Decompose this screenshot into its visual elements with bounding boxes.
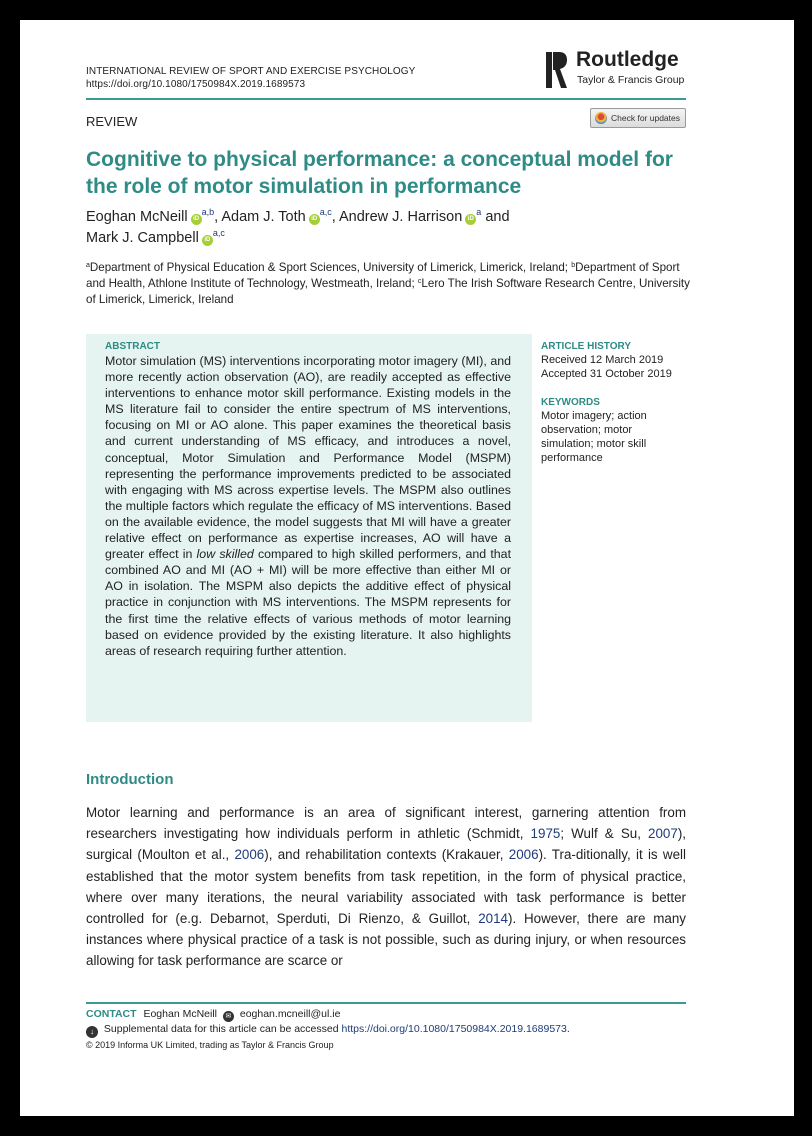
check-for-updates-button[interactable]: [590, 108, 686, 128]
affiliation-text: Lero The Irish Software Research Centre, University of Limerick, Limerick, Ireland: [86, 277, 690, 306]
author-list: [86, 207, 696, 249]
introduction-heading: Introduction: [86, 771, 174, 788]
affiliation-mark: c: [417, 278, 422, 285]
author-affiliation-mark: a,c: [319, 207, 332, 217]
author-affiliation-mark: a,b: [201, 207, 215, 217]
author-separator: ,: [331, 209, 339, 225]
affiliation-mark: b: [571, 262, 576, 269]
supplemental-text: Supplemental data for this article can be accessed: [103, 1023, 342, 1035]
abstract-label: ABSTRACT: [105, 341, 160, 352]
check-for-updates-label: Check for updates: [611, 113, 680, 123]
citation-link[interactable]: 1975: [530, 826, 561, 842]
orcid-icon[interactable]: iD: [202, 235, 213, 246]
journal-name: INTERNATIONAL REVIEW OF SPORT AND EXERCISE PSYCHOLOGY: [86, 66, 416, 77]
affiliation-mark: a: [86, 262, 90, 269]
copyright: © 2019 Informa UK Limited, trading as Taylor & Francis Group: [86, 1040, 334, 1050]
intro-text: ). Tra-ditionally, it is well established that the motor system benefits from task repetition, in the form of physical practice, where over many iterations, the neural variability associated with task performance is better controlled for (e.g. Debarnot, Sperduti, Di Rienzo, & Guillot,: [86, 847, 686, 927]
citation-link[interactable]: 2007: [648, 826, 678, 842]
affiliation-text: Department of Physical Education & Sport Sciences, University of Limerick, Limerick, Ireland;: [89, 261, 572, 274]
contact-email[interactable]: eoghan.mcneill@ul.ie: [239, 1008, 341, 1020]
citation-link[interactable]: 2006: [234, 847, 265, 863]
article-history-label: ARTICLE HISTORY: [541, 341, 632, 352]
keywords-label: KEYWORDS: [541, 397, 600, 408]
intro-text: ). However, there are many instances where physical practice of a task is not possible, such as during injury, or when resources allowing for task performance are scarce or: [86, 911, 686, 969]
citation-link[interactable]: 2006: [508, 847, 539, 863]
author-name[interactable]: Adam J. Toth: [221, 209, 306, 225]
abstract-text-part: Motor simulation (MS) interventions incorporating motor imagery (MI), and more recently action observation (AO), are readily accepted as effective interventions to enhance motor skill performance. Existing models in the MS literature fail to consider the entire spectrum of MS interventions, focusing on MI or AO alone. This paper examines the theoretical basis and current understanding of MS efficacy, and introduces a novel, conceptual, Motor Simulation and Performance Model (MSPM) representing the performance improvements predicted to be associated with engaging with MS across expertise levels. The MSPM also outlines the multiple factors which regulate the efficacy of MS interventions. Based on the available evidence, the model suggests that MI will have a greater relative effect on performance as expertise increases, AO will have a greater effect in: [105, 354, 511, 562]
author-name[interactable]: Andrew J. Harrison: [338, 209, 463, 225]
orcid-icon[interactable]: iD: [465, 214, 476, 225]
journal-doi[interactable]: https://doi.org/10.1080/1750984X.2019.1689573: [86, 79, 306, 90]
contact-name: Eoghan McNeill: [143, 1008, 218, 1020]
article-type: REVIEW: [86, 114, 138, 129]
author-name[interactable]: Mark J. Campbell: [86, 230, 199, 246]
author-affiliation-mark: a: [476, 207, 482, 217]
author-affiliation-mark: a,c: [212, 228, 225, 238]
header-rule: [86, 98, 686, 100]
citation-link[interactable]: 2014: [478, 911, 508, 927]
affiliations: [86, 260, 698, 308]
intro-text: Motor learning and performance is an area of significant interest, garnering attention from researchers investigating how individuals perform in athletic (Schmidt,: [86, 805, 686, 842]
routledge-r-icon: [546, 50, 568, 90]
article-title: Cognitive to physical performance: a conceptual model for the role of motor simulation in performance: [86, 148, 673, 198]
intro-text: ), and rehabilitation contexts (Krakauer,: [264, 847, 509, 863]
email-icon: ✉: [223, 1011, 234, 1022]
abstract-italic: low skilled: [196, 547, 254, 562]
contact-line: [86, 1007, 340, 1022]
accepted-date: Accepted 31 October 2019: [541, 368, 672, 380]
intro-text: ; Wulf & Su,: [560, 826, 649, 842]
author-separator: and: [481, 209, 510, 225]
contact-label: CONTACT: [86, 1008, 137, 1020]
keywords: Motor imagery; action observation; motor simulation; motor skill performance: [541, 410, 647, 464]
supplemental-end: .: [566, 1023, 570, 1035]
brand-subtitle: Taylor & Francis Group: [577, 74, 685, 86]
author-separator: ,: [214, 209, 222, 225]
affiliation-text: Department of Sport and Health, Athlone Institute of Technology, Westmeath, Ireland;: [86, 261, 680, 290]
routledge-logo: [546, 50, 696, 92]
abstract-text: [105, 353, 511, 659]
crossmark-icon: [595, 112, 607, 124]
supplemental-line: [86, 1022, 570, 1038]
orcid-icon[interactable]: iD: [191, 214, 202, 225]
brand-name: Routledge: [576, 48, 679, 71]
author-name[interactable]: Eoghan McNeill: [86, 209, 188, 225]
journal-header: [86, 65, 415, 91]
received-date: Received 12 March 2019: [541, 354, 664, 366]
introduction-paragraph: [86, 802, 686, 972]
footer-rule: [86, 1002, 686, 1004]
supplemental-data-icon: ↓: [86, 1026, 98, 1038]
supplemental-link[interactable]: https://doi.org/10.1080/1750984X.2019.1689573: [341, 1023, 567, 1035]
orcid-icon[interactable]: iD: [309, 214, 320, 225]
intro-text: ), surgical (Moulton et al.,: [86, 826, 687, 863]
abstract-text-part: compared to high skilled performers, and that combined AO and MI (AO + MI) will be more effective than either MI or AO in isolation. The MSPM also depicts the additive effect of physical practice in conjunction with MS interventions. The MSPM represents for the first time the relative effects of various methods of motor learning based on evidence provided by the existing literature. It also highlights areas of research requiring further attention.: [105, 547, 512, 658]
